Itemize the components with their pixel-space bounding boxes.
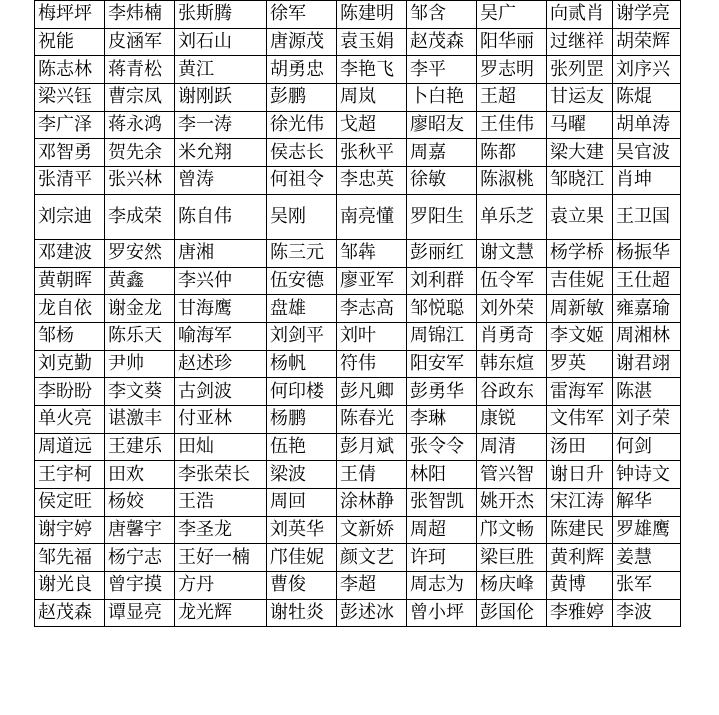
- name-cell: 陈焜: [613, 84, 681, 112]
- name-cell: 李一涛: [175, 111, 267, 139]
- name-roster-table: [34, 0, 681, 627]
- name-cell: 李艳飞: [337, 56, 407, 84]
- name-cell: 谢日升: [547, 461, 613, 489]
- name-cell: 杨宁志: [105, 544, 175, 572]
- name-cell: 谷政东: [477, 378, 547, 406]
- name-cell: 张令令: [407, 433, 477, 461]
- name-cell: 黄江: [175, 56, 267, 84]
- name-cell: 谢文慧: [477, 239, 547, 267]
- name-cell: 梁大建: [547, 139, 613, 167]
- name-cell: 钟诗文: [613, 461, 681, 489]
- name-cell: 王佳伟: [477, 111, 547, 139]
- name-cell: 赵茂森: [407, 28, 477, 56]
- table-row: [35, 489, 681, 517]
- name-cell: 刘石山: [175, 28, 267, 56]
- name-cell: 彭丽红: [407, 239, 477, 267]
- name-cell: 邝文畅: [477, 516, 547, 544]
- name-cell: 李文姬: [547, 322, 613, 350]
- name-cell: 贺先余: [105, 139, 175, 167]
- table-row: [35, 516, 681, 544]
- name-cell: 林阳: [407, 461, 477, 489]
- name-cell: 罗阳生: [407, 194, 477, 239]
- name-cell: 邹悦聪: [407, 295, 477, 323]
- name-cell: 邹含: [407, 1, 477, 29]
- name-cell: 徐光伟: [267, 111, 337, 139]
- name-cell: 胡勇忠: [267, 56, 337, 84]
- name-cell: 张兴林: [105, 167, 175, 195]
- name-cell: 向贰肖: [547, 1, 613, 29]
- table-row: [35, 139, 681, 167]
- table-row: [35, 1, 681, 29]
- name-cell: 张军: [613, 572, 681, 600]
- name-cell: 雷海军: [547, 378, 613, 406]
- name-cell: 邹先福: [35, 544, 105, 572]
- name-cell: 赵述珍: [175, 350, 267, 378]
- name-cell: 李琳: [407, 405, 477, 433]
- table-row: [35, 350, 681, 378]
- name-cell: 许珂: [407, 544, 477, 572]
- name-cell: 邓智勇: [35, 139, 105, 167]
- name-cell: 汤田: [547, 433, 613, 461]
- name-cell: 廖昭友: [407, 111, 477, 139]
- name-cell: 文伟军: [547, 405, 613, 433]
- name-cell: 盘雄: [267, 295, 337, 323]
- name-cell: 涂林静: [337, 489, 407, 517]
- name-cell: 周锦江: [407, 322, 477, 350]
- name-cell: 刘子荣: [613, 405, 681, 433]
- name-cell: 吴官波: [613, 139, 681, 167]
- name-cell: 尹帅: [105, 350, 175, 378]
- name-cell: 彭述冰: [337, 599, 407, 627]
- table-row: [35, 167, 681, 195]
- table-row: [35, 28, 681, 56]
- name-cell: 刘宗迪: [35, 194, 105, 239]
- name-cell: 姚开杰: [477, 489, 547, 517]
- name-roster-body: [35, 1, 681, 627]
- name-cell: 袁玉娟: [337, 28, 407, 56]
- name-cell: 周清: [477, 433, 547, 461]
- name-cell: 单乐芝: [477, 194, 547, 239]
- name-cell: 陈自伟: [175, 194, 267, 239]
- name-cell: 王好一楠: [175, 544, 267, 572]
- name-cell: 张列罡: [547, 56, 613, 84]
- name-cell: 陈湛: [613, 378, 681, 406]
- name-cell: 谢学亮: [613, 1, 681, 29]
- name-cell: 李广泽: [35, 111, 105, 139]
- name-cell: 刘序兴: [613, 56, 681, 84]
- name-cell: 李成荣: [105, 194, 175, 239]
- name-cell: 方丹: [175, 572, 267, 600]
- name-cell: 杨振华: [613, 239, 681, 267]
- name-cell: 张清平: [35, 167, 105, 195]
- name-cell: 龙自依: [35, 295, 105, 323]
- name-cell: 陈志林: [35, 56, 105, 84]
- name-cell: 谌激丰: [105, 405, 175, 433]
- name-cell: 戈超: [337, 111, 407, 139]
- name-cell: 刘英华: [267, 516, 337, 544]
- table-row: [35, 572, 681, 600]
- name-cell: 周道远: [35, 433, 105, 461]
- name-cell: 文新娇: [337, 516, 407, 544]
- name-cell: 彭国伦: [477, 599, 547, 627]
- name-cell: 李平: [407, 56, 477, 84]
- name-cell: 曹宗凤: [105, 84, 175, 112]
- name-cell: 张秋平: [337, 139, 407, 167]
- name-cell: 周岚: [337, 84, 407, 112]
- name-cell: 刘克勤: [35, 350, 105, 378]
- name-cell: 王宇柯: [35, 461, 105, 489]
- name-cell: 王超: [477, 84, 547, 112]
- name-cell: 周湘林: [613, 322, 681, 350]
- name-cell: 胡单涛: [613, 111, 681, 139]
- name-cell: 杨帆: [267, 350, 337, 378]
- name-cell: 刘外荣: [477, 295, 547, 323]
- name-cell: 甘海鹰: [175, 295, 267, 323]
- name-cell: 吴刚: [267, 194, 337, 239]
- name-cell: 李雅婷: [547, 599, 613, 627]
- name-cell: 杨鹏: [267, 405, 337, 433]
- name-cell: 吉佳妮: [547, 267, 613, 295]
- name-cell: 解华: [613, 489, 681, 517]
- name-cell: 杨姣: [105, 489, 175, 517]
- name-cell: 谢光良: [35, 572, 105, 600]
- name-cell: 唐湘: [175, 239, 267, 267]
- name-cell: 侯志长: [267, 139, 337, 167]
- name-cell: 赵茂森: [35, 599, 105, 627]
- name-cell: 李兴仲: [175, 267, 267, 295]
- name-cell: 罗雄鹰: [613, 516, 681, 544]
- name-cell: 谢宇婷: [35, 516, 105, 544]
- name-cell: 阳安军: [407, 350, 477, 378]
- name-cell: 罗安然: [105, 239, 175, 267]
- table-row: [35, 194, 681, 239]
- name-cell: 胡荣辉: [613, 28, 681, 56]
- name-cell: 李忠英: [337, 167, 407, 195]
- name-cell: 过继祥: [547, 28, 613, 56]
- table-row: [35, 599, 681, 627]
- name-cell: 何祖令: [267, 167, 337, 195]
- name-cell: 南亮懂: [337, 194, 407, 239]
- name-cell: 宋江涛: [547, 489, 613, 517]
- name-cell: 梁巨胜: [477, 544, 547, 572]
- name-cell: 张斯腾: [175, 1, 267, 29]
- name-cell: 邹杨: [35, 322, 105, 350]
- name-cell: 梁兴钰: [35, 84, 105, 112]
- name-cell: 陈都: [477, 139, 547, 167]
- name-cell: 韩东煊: [477, 350, 547, 378]
- name-cell: 曾小坪: [407, 599, 477, 627]
- name-cell: 杨学桥: [547, 239, 613, 267]
- name-cell: 李圣龙: [175, 516, 267, 544]
- name-cell: 祝能: [35, 28, 105, 56]
- name-cell: 黄朝晖: [35, 267, 105, 295]
- name-cell: 雍嘉瑜: [613, 295, 681, 323]
- name-cell: 谢金龙: [105, 295, 175, 323]
- name-cell: 蒋青松: [105, 56, 175, 84]
- table-row: [35, 111, 681, 139]
- name-cell: 刘利群: [407, 267, 477, 295]
- name-cell: 梅坪坪: [35, 1, 105, 29]
- name-cell: 付亚林: [175, 405, 267, 433]
- name-cell: 徐敏: [407, 167, 477, 195]
- name-cell: 廖亚军: [337, 267, 407, 295]
- name-cell: 黄利辉: [547, 544, 613, 572]
- name-cell: 唐馨宇: [105, 516, 175, 544]
- name-cell: 周新敏: [547, 295, 613, 323]
- name-cell: 伍令军: [477, 267, 547, 295]
- name-cell: 梁波: [267, 461, 337, 489]
- table-row: [35, 544, 681, 572]
- table-row: [35, 267, 681, 295]
- name-cell: 王浩: [175, 489, 267, 517]
- name-cell: 甘运友: [547, 84, 613, 112]
- table-row: [35, 56, 681, 84]
- name-cell: 管兴智: [477, 461, 547, 489]
- name-cell: 陈三元: [267, 239, 337, 267]
- name-cell: 罗志明: [477, 56, 547, 84]
- table-row: [35, 461, 681, 489]
- name-cell: 李张荣长: [175, 461, 267, 489]
- name-cell: 周嘉: [407, 139, 477, 167]
- name-cell: 陈春光: [337, 405, 407, 433]
- name-cell: 李炜楠: [105, 1, 175, 29]
- name-cell: 陈淑桃: [477, 167, 547, 195]
- name-cell: 彭凡卿: [337, 378, 407, 406]
- name-cell: 马曜: [547, 111, 613, 139]
- name-cell: 陈建民: [547, 516, 613, 544]
- name-cell: 袁立果: [547, 194, 613, 239]
- name-cell: 谢君翊: [613, 350, 681, 378]
- name-cell: 田欢: [105, 461, 175, 489]
- name-cell: 单火亮: [35, 405, 105, 433]
- name-cell: 李文葵: [105, 378, 175, 406]
- name-cell: 伍艳: [267, 433, 337, 461]
- name-cell: 王建乐: [105, 433, 175, 461]
- name-cell: 王仕超: [613, 267, 681, 295]
- name-cell: 黄鑫: [105, 267, 175, 295]
- name-cell: 康锐: [477, 405, 547, 433]
- name-cell: 肖勇奇: [477, 322, 547, 350]
- name-cell: 邹犇: [337, 239, 407, 267]
- name-cell: 侯定旺: [35, 489, 105, 517]
- name-cell: 王倩: [337, 461, 407, 489]
- table-row: [35, 322, 681, 350]
- table-row: [35, 433, 681, 461]
- table-row: [35, 405, 681, 433]
- name-cell: 曹俊: [267, 572, 337, 600]
- name-cell: 卜白艳: [407, 84, 477, 112]
- name-cell: 张智凯: [407, 489, 477, 517]
- name-cell: 陈建明: [337, 1, 407, 29]
- name-cell: 彭月斌: [337, 433, 407, 461]
- name-cell: 龙光辉: [175, 599, 267, 627]
- name-cell: 邓建波: [35, 239, 105, 267]
- name-cell: 吴广: [477, 1, 547, 29]
- table-row: [35, 84, 681, 112]
- name-cell: 邹晓江: [547, 167, 613, 195]
- name-cell: 谢牡炎: [267, 599, 337, 627]
- name-cell: 刘剑平: [267, 322, 337, 350]
- name-cell: 刘叶: [337, 322, 407, 350]
- name-cell: 周志为: [407, 572, 477, 600]
- name-cell: 皮涵军: [105, 28, 175, 56]
- name-cell: 邝佳妮: [267, 544, 337, 572]
- name-cell: 谭显亮: [105, 599, 175, 627]
- name-cell: 黄博: [547, 572, 613, 600]
- name-cell: 陈乐天: [105, 322, 175, 350]
- table-row: [35, 295, 681, 323]
- name-cell: 喻海军: [175, 322, 267, 350]
- name-cell: 何印楼: [267, 378, 337, 406]
- table-row: [35, 239, 681, 267]
- name-cell: 古剑波: [175, 378, 267, 406]
- table-row: [35, 378, 681, 406]
- name-cell: 李超: [337, 572, 407, 600]
- name-cell: 蒋永鸿: [105, 111, 175, 139]
- name-cell: 杨庆峰: [477, 572, 547, 600]
- name-cell: 唐源茂: [267, 28, 337, 56]
- name-cell: 肖坤: [613, 167, 681, 195]
- name-cell: 彭勇华: [407, 378, 477, 406]
- name-cell: 曾涛: [175, 167, 267, 195]
- name-cell: 颜文艺: [337, 544, 407, 572]
- name-cell: 曾宇摸: [105, 572, 175, 600]
- name-cell: 何剑: [613, 433, 681, 461]
- name-cell: 米允翔: [175, 139, 267, 167]
- name-cell: 周超: [407, 516, 477, 544]
- name-cell: 符伟: [337, 350, 407, 378]
- name-cell: 徐军: [267, 1, 337, 29]
- name-cell: 罗英: [547, 350, 613, 378]
- name-cell: 李盼盼: [35, 378, 105, 406]
- name-cell: 阳华丽: [477, 28, 547, 56]
- name-cell: 姜慧: [613, 544, 681, 572]
- name-cell: 李志高: [337, 295, 407, 323]
- name-cell: 王卫国: [613, 194, 681, 239]
- name-cell: 周回: [267, 489, 337, 517]
- name-cell: 李波: [613, 599, 681, 627]
- name-cell: 伍安德: [267, 267, 337, 295]
- name-cell: 彭鹏: [267, 84, 337, 112]
- name-cell: 田灿: [175, 433, 267, 461]
- name-cell: 谢刚跃: [175, 84, 267, 112]
